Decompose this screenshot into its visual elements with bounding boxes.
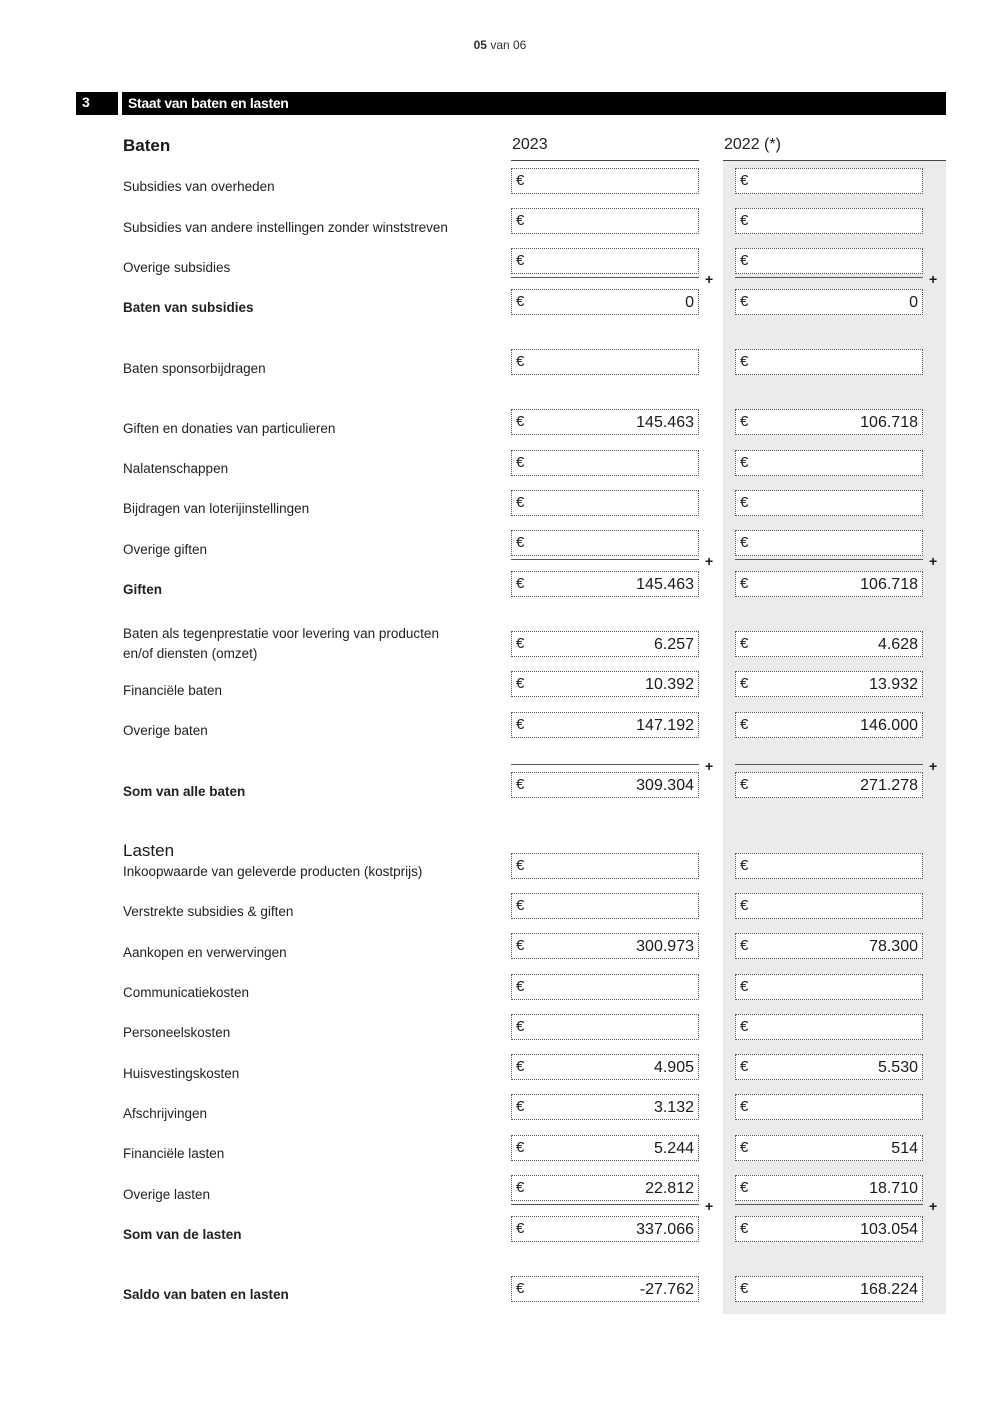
row-baten-9-2023-field[interactable] (511, 571, 699, 597)
currency-symbol: € (740, 675, 749, 692)
currency-symbol: € (740, 1179, 749, 1196)
plus-sign: + (929, 553, 938, 569)
sum-rule (735, 764, 923, 765)
row-baten-9-label: Giften (123, 582, 162, 597)
currency-symbol: € (740, 575, 749, 592)
plus-sign: + (929, 1198, 938, 1214)
currency-symbol: € (516, 675, 525, 692)
row-lasten-4-2023-field[interactable] (511, 1014, 699, 1040)
row-baten-3-2023-value: 0 (685, 294, 694, 311)
currency-symbol: € (740, 172, 749, 189)
row-lasten-8-2023-value: 22.812 (645, 1180, 694, 1197)
sum-rule (511, 559, 699, 560)
sum-rule (511, 764, 699, 765)
row-baten-5-2022-field[interactable] (735, 409, 923, 435)
row-lasten-3-2023-field[interactable] (511, 974, 699, 1000)
section-number: 3 (82, 94, 90, 110)
page-of: van 06 (490, 38, 527, 52)
plus-sign: + (705, 1198, 714, 1214)
row-lasten-9-2023-value: 337.066 (636, 1221, 694, 1238)
row-lasten-5-2022-value: 5.530 (877, 1059, 918, 1076)
row-baten-3-2023-field[interactable] (511, 289, 699, 315)
row-lasten-2-2022-value: 78.300 (869, 938, 918, 955)
row-baten-13-2022-field[interactable] (735, 772, 923, 798)
currency-symbol: € (516, 293, 525, 310)
row-baten-11-2022-value: 13.932 (869, 676, 918, 693)
row-baten-8-2023-field[interactable] (511, 530, 699, 556)
row-baten-13-2023-field[interactable] (511, 772, 699, 798)
saldo-2023-field[interactable] (511, 1276, 699, 1302)
currency-symbol: € (740, 776, 749, 793)
row-baten-5-2023-value: 145.463 (636, 414, 694, 431)
row-baten-7-2022-field[interactable] (735, 490, 923, 516)
currency-symbol: € (740, 212, 749, 229)
row-baten-4-2022-field[interactable] (735, 349, 923, 375)
currency-symbol: € (516, 978, 525, 995)
saldo-label: Saldo van baten en lasten (123, 1287, 289, 1302)
row-baten-8-2022-field[interactable] (735, 530, 923, 556)
row-baten-6-2022-field[interactable] (735, 450, 923, 476)
row-baten-0-2023-field[interactable] (511, 168, 699, 194)
currency-symbol: € (516, 1220, 525, 1237)
currency-symbol: € (740, 1220, 749, 1237)
currency-symbol: € (516, 635, 525, 652)
section-header (76, 92, 946, 115)
row-lasten-9-2022-value: 103.054 (860, 1221, 918, 1238)
row-lasten-7-2023-value: 5.244 (653, 1140, 694, 1157)
row-baten-10-2022-value: 4.628 (877, 636, 918, 653)
row-lasten-8-2022-field[interactable] (735, 1175, 923, 1201)
currency-symbol: € (516, 172, 525, 189)
column-header-2023: 2023 (512, 136, 548, 153)
row-lasten-7-2022-field[interactable] (735, 1135, 923, 1161)
row-baten-7-label: Bijdragen van loterijinstellingen (123, 501, 310, 516)
row-baten-9-2022-field[interactable] (735, 571, 923, 597)
currency-symbol: € (740, 897, 749, 914)
row-lasten-1-2023-field[interactable] (511, 893, 699, 919)
row-baten-5-label: Giften en donaties van particulieren (123, 421, 336, 436)
currency-symbol: € (516, 353, 525, 370)
row-baten-8-label: Overige giften (123, 542, 208, 557)
row-lasten-5-2023-value: 4.905 (653, 1059, 694, 1076)
page-current: 05 (473, 38, 487, 52)
currency-symbol: € (740, 353, 749, 370)
row-baten-10-2022-field[interactable] (735, 631, 923, 657)
currency-symbol: € (516, 454, 525, 471)
row-baten-1-2023-field[interactable] (511, 208, 699, 234)
sum-rule (735, 277, 923, 278)
currency-symbol: € (516, 716, 525, 733)
currency-symbol: € (740, 534, 749, 551)
row-lasten-7-2023-field[interactable] (511, 1135, 699, 1161)
row-baten-11-2022-field[interactable] (735, 671, 923, 697)
section-divider (118, 92, 122, 115)
currency-symbol: € (516, 534, 525, 551)
row-lasten-7-2022-value: 514 (891, 1140, 918, 1157)
row-lasten-4-2022-field[interactable] (735, 1014, 923, 1040)
sum-rule (511, 277, 699, 278)
currency-symbol: € (516, 776, 525, 793)
row-lasten-6-2023-value: 3.132 (653, 1099, 694, 1116)
currency-symbol: € (516, 857, 525, 874)
row-baten-11-2023-value: 10.392 (645, 676, 694, 693)
currency-symbol: € (516, 937, 525, 954)
row-lasten-3-2022-field[interactable] (735, 974, 923, 1000)
saldo-2022-value: 168.224 (860, 1281, 918, 1298)
saldo-2023-value: -27.762 (639, 1281, 694, 1298)
row-baten-12-label: Overige baten (123, 723, 208, 738)
currency-symbol: € (740, 1058, 749, 1075)
currency-symbol: € (740, 1280, 749, 1297)
row-lasten-4-label: Personeelskosten (123, 1025, 231, 1040)
currency-symbol: € (740, 494, 749, 511)
saldo-2022-field[interactable] (735, 1276, 923, 1302)
currency-symbol: € (740, 635, 749, 652)
currency-symbol: € (516, 1058, 525, 1075)
column-header-2022: 2022 (*) (724, 136, 781, 153)
row-lasten-1-2022-field[interactable] (735, 893, 923, 919)
row-lasten-8-2022-value: 18.710 (869, 1180, 918, 1197)
row-baten-3-2022-value: 0 (909, 294, 918, 311)
row-baten-10-2023-field[interactable] (511, 631, 699, 657)
section-title: Staat van baten en lasten (128, 95, 289, 111)
row-baten-9-2023-value: 145.463 (636, 576, 694, 593)
baten-heading: Baten (123, 136, 171, 155)
row-baten-4-2023-field[interactable] (511, 349, 699, 375)
row-baten-3-label: Baten van subsidies (123, 300, 254, 315)
row-lasten-7-label: Financiële lasten (123, 1146, 225, 1161)
row-lasten-8-label: Overige lasten (123, 1187, 211, 1202)
row-baten-4-label: Baten sponsorbijdragen (123, 361, 266, 376)
row-baten-0-2022-field[interactable] (735, 168, 923, 194)
row-baten-5-2022-value: 106.718 (860, 414, 918, 431)
row-lasten-6-2022-field[interactable] (735, 1094, 923, 1120)
row-baten-3-2022-field[interactable] (735, 289, 923, 315)
row-baten-2-2023-field[interactable] (511, 248, 699, 274)
row-lasten-9-2022-field[interactable] (735, 1216, 923, 1242)
currency-symbol: € (516, 1179, 525, 1196)
row-baten-13-label: Som van alle baten (123, 784, 246, 799)
row-lasten-5-label: Huisvestingskosten (123, 1066, 240, 1081)
row-lasten-1-label: Verstrekte subsidies & giften (123, 904, 294, 919)
row-lasten-6-2023-field[interactable] (511, 1094, 699, 1120)
row-lasten-0-label: Inkoopwaarde van geleverde producten (kostprijs) (123, 864, 423, 879)
currency-symbol: € (516, 575, 525, 592)
row-lasten-2-label: Aankopen en verwervingen (123, 945, 287, 960)
row-baten-0-label: Subsidies van overheden (123, 179, 275, 194)
row-baten-9-2022-value: 106.718 (860, 576, 918, 593)
plus-sign: + (929, 271, 938, 287)
sum-rule (735, 1204, 923, 1205)
row-lasten-0-2022-field[interactable] (735, 853, 923, 879)
row-baten-6-2023-field[interactable] (511, 450, 699, 476)
row-lasten-9-label: Som van de lasten (123, 1227, 242, 1242)
row-baten-6-label: Nalatenschappen (123, 461, 229, 476)
row-baten-12-2023-value: 147.192 (636, 717, 694, 734)
currency-symbol: € (740, 252, 749, 269)
row-baten-12-2022-value: 146.000 (860, 717, 918, 734)
currency-symbol: € (740, 454, 749, 471)
row-lasten-5-2023-field[interactable] (511, 1054, 699, 1080)
row-baten-12-2023-field[interactable] (511, 712, 699, 738)
currency-symbol: € (740, 1098, 749, 1115)
lasten-heading: Lasten (123, 841, 175, 860)
row-lasten-3-label: Communicatiekosten (123, 985, 250, 1000)
row-baten-5-2023-field[interactable] (511, 409, 699, 435)
row-lasten-2-2023-value: 300.973 (636, 938, 694, 955)
column-header-rule-2023 (511, 160, 699, 161)
row-lasten-2-2023-field[interactable] (511, 933, 699, 959)
row-baten-13-2023-value: 309.304 (636, 777, 694, 794)
row-baten-13-2022-value: 271.278 (860, 777, 918, 794)
row-baten-12-2022-field[interactable] (735, 712, 923, 738)
plus-sign: + (705, 758, 714, 774)
row-lasten-8-2023-field[interactable] (511, 1175, 699, 1201)
row-baten-11-label: Financiële baten (123, 683, 223, 698)
row-lasten-2-2022-field[interactable] (735, 933, 923, 959)
currency-symbol: € (740, 413, 749, 430)
currency-symbol: € (740, 1018, 749, 1035)
currency-symbol: € (516, 897, 525, 914)
plus-sign: + (705, 271, 714, 287)
row-lasten-9-2023-field[interactable] (511, 1216, 699, 1242)
currency-symbol: € (516, 1018, 525, 1035)
currency-symbol: € (516, 1139, 525, 1156)
row-baten-10-label: Baten als tegenprestatie voor levering van producten en/of diensten (omzet) (123, 626, 439, 661)
row-baten-11-2023-field[interactable] (511, 671, 699, 697)
currency-symbol: € (516, 413, 525, 430)
row-baten-7-2023-field[interactable] (511, 490, 699, 516)
currency-symbol: € (516, 1098, 525, 1115)
currency-symbol: € (740, 1139, 749, 1156)
row-baten-1-2022-field[interactable] (735, 208, 923, 234)
currency-symbol: € (740, 978, 749, 995)
currency-symbol: € (516, 252, 525, 269)
plus-sign: + (705, 553, 714, 569)
row-baten-10-2023-value: 6.257 (653, 636, 694, 653)
row-baten-2-label: Overige subsidies (123, 260, 231, 275)
plus-sign: + (929, 758, 938, 774)
currency-symbol: € (740, 937, 749, 954)
sum-rule (735, 559, 923, 560)
currency-symbol: € (740, 857, 749, 874)
column-header-rule-2022 (723, 160, 946, 161)
row-lasten-5-2022-field[interactable] (735, 1054, 923, 1080)
sum-rule (511, 1204, 699, 1205)
row-baten-2-2022-field[interactable] (735, 248, 923, 274)
currency-symbol: € (740, 293, 749, 310)
currency-symbol: € (740, 716, 749, 733)
row-baten-1-label: Subsidies van andere instellingen zonder winststreven (123, 220, 448, 235)
row-lasten-6-label: Afschrijvingen (123, 1106, 208, 1121)
row-lasten-0-2023-field[interactable] (511, 853, 699, 879)
currency-symbol: € (516, 1280, 525, 1297)
currency-symbol: € (516, 212, 525, 229)
currency-symbol: € (516, 494, 525, 511)
page-number (0, 38, 1000, 52)
